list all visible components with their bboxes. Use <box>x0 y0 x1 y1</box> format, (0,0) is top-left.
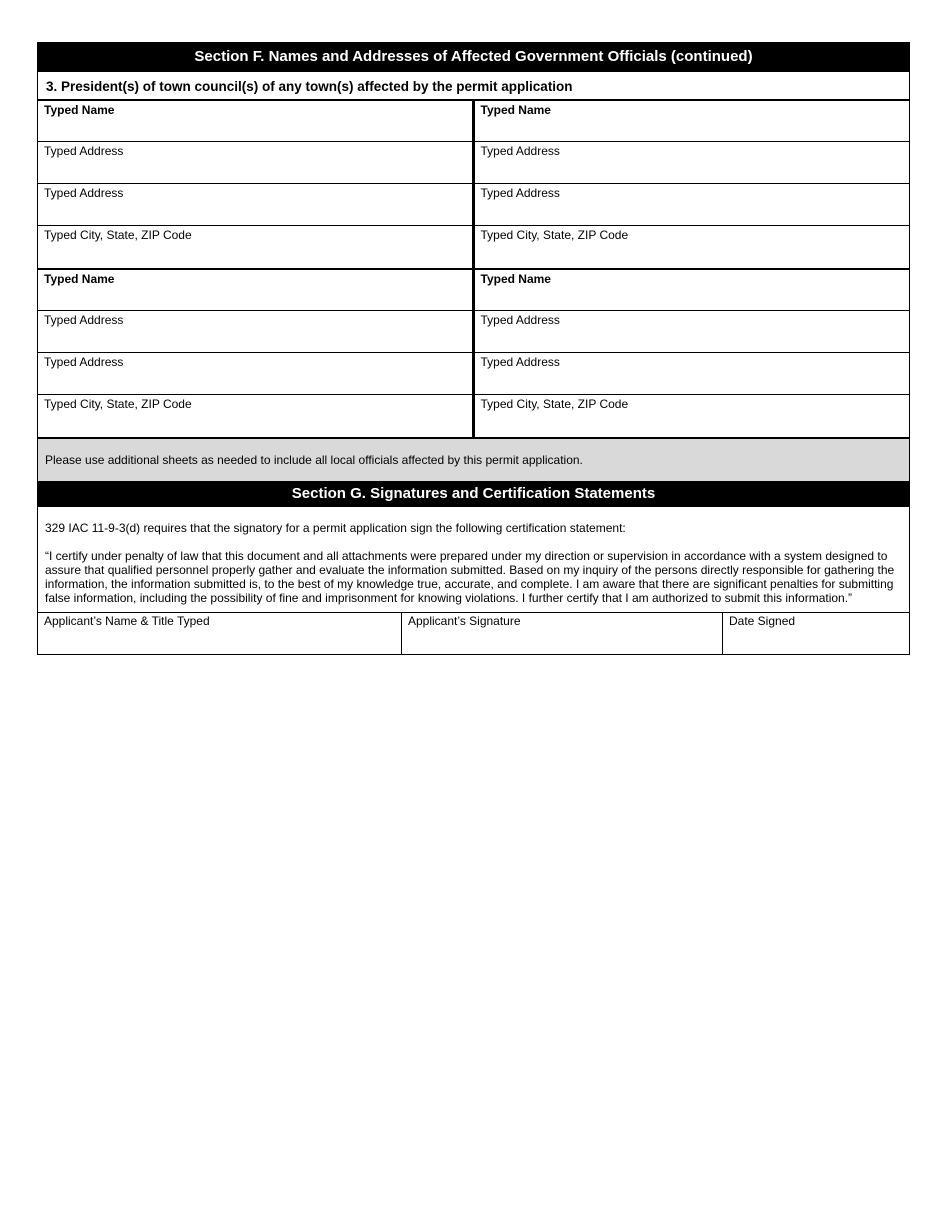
typed-address-field[interactable]: Typed Address <box>475 142 910 184</box>
typed-name-field[interactable]: Typed Name <box>475 270 910 311</box>
applicant-name-title-field[interactable]: Applicant’s Name & Title Typed <box>44 614 210 628</box>
official-entry-3 <box>38 270 474 439</box>
typed-name-field[interactable]: Typed Name <box>475 101 910 142</box>
typed-city-state-zip-field[interactable]: Typed City, State, ZIP Code <box>480 397 629 411</box>
typed-name-field[interactable]: Typed Name <box>38 270 472 311</box>
typed-city-state-zip-field[interactable]: Typed City, State, ZIP Code <box>44 228 192 242</box>
typed-address-field[interactable]: Typed Address <box>38 311 472 353</box>
typed-city-state-zip-field[interactable]: Typed City, State, ZIP Code <box>480 228 629 242</box>
section-g-header: Section G. Signatures and Certification Statements <box>38 481 909 507</box>
question-3: 3. President(s) of town council(s) of any town(s) affected by the permit application <box>38 72 909 101</box>
official-entry-4 <box>474 270 910 439</box>
applicant-signature-field[interactable]: Applicant’s Signature <box>401 613 722 654</box>
typed-address-field[interactable]: Typed Address <box>38 353 472 395</box>
additional-sheets-note: Please use additional sheets as needed to include all local officials affected by this permit application. <box>38 439 909 481</box>
typed-address-field[interactable]: Typed Address <box>475 311 910 353</box>
typed-address-field[interactable]: Typed Address <box>475 184 910 226</box>
certification-body <box>38 507 909 613</box>
officials-grid <box>38 101 909 439</box>
typed-address-field[interactable]: Typed Address <box>475 353 910 395</box>
section-f-header: Section F. Names and Addresses of Affected Government Officials (continued) <box>38 42 909 72</box>
typed-name-field[interactable]: Typed Name <box>38 101 472 142</box>
official-entry-1 <box>38 101 474 270</box>
permit-form <box>37 42 910 655</box>
official-entry-2 <box>474 101 910 270</box>
date-signed-field[interactable]: Date Signed <box>722 613 909 654</box>
signature-row <box>38 613 909 655</box>
certification-statement: “I certify under penalty of law that this document and all attachments were prepared under my direction or supervision in accordance with a system designed to assure that qualified personnel properly gather and evaluate the information submitted. Based on my inquiry of the persons directly responsible for gathering the information, the information submitted is, to the best of my knowledge true, accurate, and complete. I am aware that there are significant penalties for submitting false information, including the possibility of fine and imprisonment for knowing violations. I further certify that I am authorized to submit this information.” <box>45 549 895 605</box>
typed-address-field[interactable]: Typed Address <box>38 142 472 184</box>
typed-address-field[interactable]: Typed Address <box>38 184 472 226</box>
typed-city-state-zip-field[interactable]: Typed City, State, ZIP Code <box>44 397 192 411</box>
certification-intro: 329 IAC 11-9-3(d) requires that the signatory for a permit application sign the following certification statement: <box>45 521 626 535</box>
